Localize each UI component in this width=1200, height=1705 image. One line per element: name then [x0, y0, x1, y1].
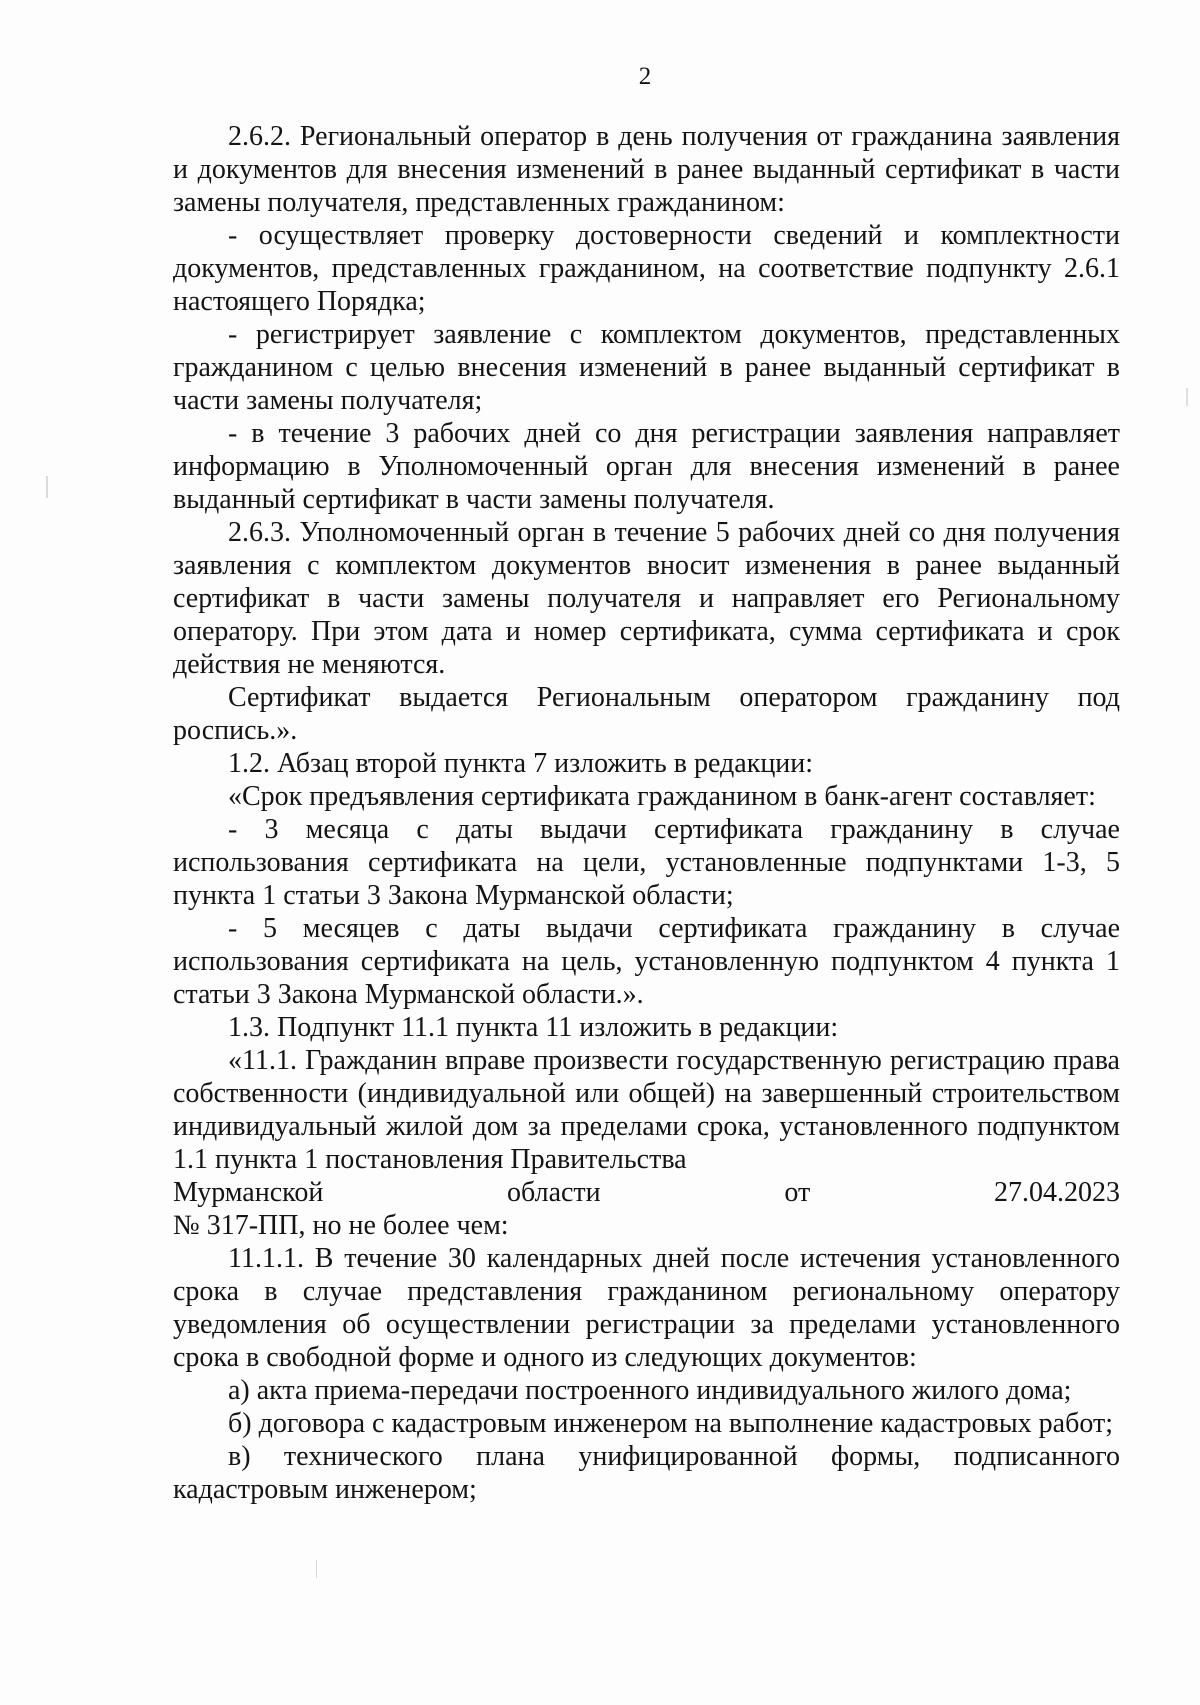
paragraph-send-information: - в течение 3 рабочих дней со дня регистрации заявления направляет информацию в Уполномоченный орган для внесения изменений в ранее выданный сертификат в части замены получателя. — [173, 418, 1120, 515]
paragraph-item-b: б) договора с кадастровым инженером на выполнение кадастровых работ; — [228, 1408, 1113, 1439]
document-body — [173, 120, 1120, 1506]
paragraph-five-months: - 5 месяцев с даты выдачи сертификата гражданину в случае использования сертификата на цель, установленную подпунктом 4 пункта 1 статьи 3 Закона Мурманской области.». — [173, 913, 1120, 1010]
paragraph-verify-documents: - осуществляет проверку достоверности сведений и комплектности документов, представленных гражданином, на соответствие подпункту 2.6.1 настоящего Порядка; — [173, 220, 1120, 317]
decree-region: Мурманской — [173, 1177, 324, 1208]
decree-region-word: области — [507, 1177, 601, 1208]
paragraph-1-3: 1.3. Подпункт 11.1 пункта 11 изложить в редакции: — [228, 1012, 839, 1043]
decree-date: 27.04.2023 — [994, 1177, 1120, 1208]
decree-from: от — [784, 1177, 811, 1208]
paragraph-certificate-issued: Сертификат выдается Региональным оператором гражданину под роспись.». — [173, 682, 1120, 746]
paragraph-item-a: а) акта приема-передачи построенного индивидуального жилого дома; — [228, 1375, 1072, 1406]
paragraph-1-2: 1.2. Абзац второй пункта 7 изложить в редакции: — [228, 748, 814, 779]
paragraph-2-6-2: 2.6.2. Региональный оператор в день получения от гражданина заявления и документов для внесения изменений в ранее выданный сертификат в части замены получателя, представленных гражданином: — [173, 121, 1120, 218]
paragraph-register-application: - регистрирует заявление с комплектом документов, представленных гражданином с целью внесения изменений в ранее выданный сертификат в части замены получателя; — [173, 319, 1120, 416]
decree-reference-line — [173, 1176, 1120, 1209]
scan-edge-mark — [316, 1560, 317, 1578]
paragraph-11-1-1: 11.1.1. В течение 30 календарных дней после истечения установленного срока в случае представления гражданином региональному оператору уведомления об осуществлении регистрации за пределами установленного срока в свободной форме и одного из следующих документов: — [173, 1243, 1120, 1373]
paragraph-item-v: в) технического плана унифицированной формы, подписанного кадастровым инженером; — [173, 1441, 1120, 1505]
scan-edge-mark — [46, 476, 48, 498]
paragraph-2-6-3: 2.6.3. Уполномоченный орган в течение 5 рабочих дней со дня получения заявления с комплектом документов вносит изменения в ранее выданный сертификат в части замены получателя и направляет его Региональному оператору. При этом дата и номер сертификата, сумма сертификата и срок действия не меняются. — [173, 517, 1120, 680]
scan-edge-mark — [1186, 388, 1188, 406]
page-number: 2 — [638, 63, 652, 90]
paragraph-presentation-term: «Срок предъявления сертификата гражданином в банк-агент составляет: — [228, 781, 1096, 812]
decree-number-line: № 317-ПП, но не более чем: — [173, 1210, 509, 1241]
paragraph-11-1: «11.1. Гражданин вправе произвести государственную регистрацию права собственности (индивидуальной или общей) на завершенный строительством индивидуальный жилой дом за пределами срока, установленного подпунктом 1.1 пункта 1 постановления Правительства — [173, 1045, 1120, 1175]
paragraph-three-months: - 3 месяца с даты выдачи сертификата гражданину в случае использования сертификата на цели, установленные подпунктами 1-3, 5 пункта 1 статьи 3 Закона Мурманской области; — [173, 814, 1120, 911]
